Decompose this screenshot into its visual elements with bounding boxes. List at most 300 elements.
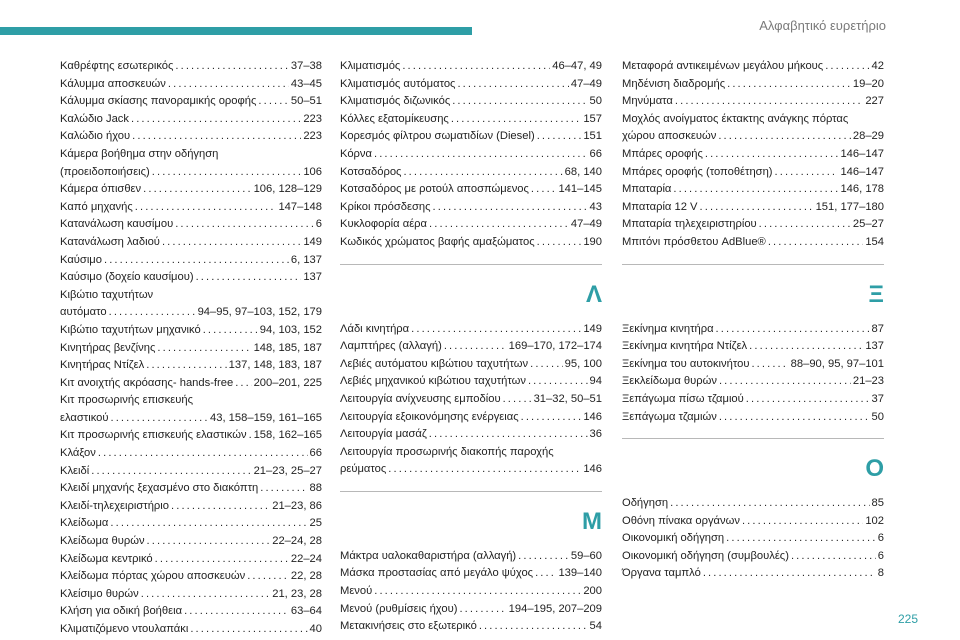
index-entry: [60, 515, 322, 533]
dot-leader: [530, 356, 563, 374]
section-header-mu: [340, 491, 602, 550]
index-entry-pages: 68, 140: [564, 165, 602, 178]
dot-leader: [521, 409, 582, 427]
dot-leader: [742, 513, 863, 531]
index-entry-pages: 223: [303, 130, 322, 143]
entries-mu-continued: [622, 58, 884, 252]
index-entry-label: Λάδι κινητήρα: [340, 322, 410, 335]
index-entry-label: Μπάρες οροφής: [622, 147, 703, 160]
dot-leader: [749, 338, 863, 356]
section-letter: Ξ: [868, 280, 884, 308]
index-entry: [340, 548, 602, 566]
index-entry: [60, 463, 322, 481]
index-entry: [622, 321, 884, 339]
index-entry: [340, 199, 602, 217]
index-entry: [622, 513, 884, 531]
index-entry-label: αυτόματο: [60, 306, 107, 319]
index-entry-pages: 22–24: [290, 552, 322, 565]
index-entry-pages: 94, 103, 152: [259, 323, 322, 336]
index-entry-label: Κλιματισμός διζωνικός: [340, 95, 451, 108]
index-column-2: [340, 58, 602, 636]
index-entry-label: Κυκλοφορία αέρα: [340, 218, 428, 231]
index-entry: [340, 128, 602, 146]
index-entry-pages: 54: [589, 620, 602, 633]
index-entry: [622, 391, 884, 409]
dot-leader: [171, 498, 270, 516]
index-entry-label: Ξεκλείδωμα θυρών: [622, 375, 717, 388]
index-entry-pages: 21–23: [852, 375, 884, 388]
index-entry-pages: 200–201, 225: [253, 376, 322, 389]
dot-leader: [429, 426, 588, 444]
index-entry: [60, 533, 322, 551]
index-entry: [60, 340, 322, 358]
index-entry-label: Κάλυμμα αποσκευών: [60, 77, 166, 90]
section-letter: Μ: [582, 507, 602, 535]
index-entry-pages: 146: [583, 463, 602, 476]
index-entry-pages: 146–147: [840, 147, 884, 160]
index-entry: [622, 373, 884, 391]
dot-leader: [479, 618, 588, 636]
dot-leader: [444, 338, 507, 356]
dot-leader: [247, 568, 289, 586]
index-entry-label: Μπάρες οροφής (τοποθέτηση): [622, 165, 773, 178]
index-entry-label: Κλειδί μηχανής ξεχασμένο στο διακόπτη: [60, 482, 259, 495]
index-entry: [340, 338, 602, 356]
index-entry-label: Κλιματισμός αυτόματος: [340, 77, 456, 90]
index-entry-pages: 106: [303, 165, 322, 178]
index-entry-label: Κλείδωμα κεντρικό: [60, 552, 153, 565]
index-entry-pages: 227: [865, 95, 884, 108]
dot-leader: [451, 111, 582, 129]
index-entry: [340, 321, 602, 339]
index-entry-pages: 190: [583, 235, 602, 248]
index-entry-heading: Μοχλός ανοίγματος έκτακτης ανάγκης πόρτας: [622, 112, 849, 125]
index-entry-label: Όργανα ταμπλό: [622, 567, 701, 580]
index-entry: [60, 621, 322, 639]
dot-leader: [751, 356, 788, 374]
index-entry-label: Κλιματιζόμενο ντουλαπάκι: [60, 623, 189, 635]
index-entry-label: χώρου αποσκευών: [622, 130, 717, 143]
index-entry-label: Ξεπάγωμα τζαμιών: [622, 410, 717, 423]
dot-leader: [91, 463, 251, 481]
dot-leader: [727, 76, 851, 94]
index-entry-label: Οθόνη πίνακα οργάνων: [622, 514, 740, 527]
index-entry: [60, 551, 322, 569]
index-entry-pages: 146–147: [840, 165, 884, 178]
index-entry-pages: 46–47, 49: [552, 60, 602, 72]
index-entry: [60, 93, 322, 111]
index-entry: [622, 128, 884, 146]
index-entry-label: Κατανάλωση καυσίμου: [60, 218, 174, 231]
dot-leader: [135, 199, 277, 217]
index-entry-pages: 43–45: [290, 77, 322, 90]
index-entry: [340, 76, 602, 94]
dot-leader: [825, 58, 869, 76]
index-entry-label: Κλειδί-τηλεχειριστήριο: [60, 499, 170, 512]
index-entry: [622, 216, 884, 234]
index-entry-pages: 146: [583, 410, 602, 423]
dot-leader: [168, 76, 289, 94]
index-entry: [340, 565, 602, 583]
index-entry-pages: 21, 23, 28: [272, 587, 322, 600]
index-entry: [340, 181, 602, 199]
index-entry: [622, 548, 884, 566]
dot-leader: [196, 269, 302, 287]
section-letter: Λ: [585, 280, 602, 308]
index-entry-pages: 25–27: [852, 218, 884, 231]
index-entry-label: Λαμπτήρες (αλλαγή): [340, 340, 442, 353]
index-entry-label: Καλώδιο ήχου: [60, 130, 131, 143]
index-entry-label: Ξεπάγωμα πίσω τζαμιού: [622, 392, 744, 405]
index-entry-pages: 87: [871, 322, 884, 335]
index-entry-label: Λειτουργία εξοικονόμησης ενέργειας: [340, 410, 519, 423]
index-entry: [60, 375, 322, 393]
dot-leader: [157, 340, 251, 358]
dot-leader: [260, 480, 307, 498]
index-entry: [60, 480, 322, 498]
index-entry-pages: 147–148: [278, 200, 322, 213]
index-entry: [622, 495, 884, 513]
index-entry-label: Οικονομική οδήγηση: [622, 532, 725, 545]
index-entry: [60, 58, 322, 76]
index-entry: [340, 601, 602, 619]
index-entry: [340, 583, 602, 601]
section-letter: Ο: [865, 455, 884, 483]
index-entry-label: Κλάξον: [60, 447, 96, 460]
index-entry: [340, 461, 602, 479]
index-entry: [622, 146, 884, 164]
index-entry: [622, 530, 884, 548]
entries-xi: [622, 321, 884, 427]
index-entry-pages: 28–29: [852, 130, 884, 143]
page-header-title: Αλφαβητικό ευρετήριο: [759, 18, 886, 33]
index-entry: [622, 58, 884, 76]
dot-leader: [104, 252, 289, 270]
index-entry: [340, 58, 602, 76]
dot-leader: [537, 128, 582, 146]
index-entry-label: Καύσιμο: [60, 253, 102, 266]
index-entry: [622, 356, 884, 374]
dot-leader: [537, 234, 582, 252]
index-entry-pages: 88–90, 95, 97–101: [790, 357, 884, 370]
dot-leader: [673, 181, 838, 199]
index-entry-pages: 8: [877, 567, 884, 580]
index-entry-pages: 36: [589, 428, 602, 441]
index-entry-pages: 106, 128–129: [253, 183, 322, 196]
index-entry: [340, 618, 602, 636]
index-entry-label: Κοτσαδόρος: [340, 165, 402, 178]
index-entry: [340, 216, 602, 234]
index-entry: [340, 409, 602, 427]
index-entry-pages: 149: [583, 322, 602, 335]
index-entry-heading: Κιβώτιο ταχυτήτων: [60, 288, 154, 301]
index-entry-label: Λεβιές μηχανικού κιβώτιου ταχυτήτων: [340, 375, 526, 388]
index-entry-pages: 42: [871, 60, 884, 72]
index-entry-pages: 141–145: [558, 183, 602, 196]
index-entry-pages: 158, 162–165: [253, 429, 322, 442]
entries-mu: [340, 548, 602, 636]
index-entry: [340, 164, 602, 182]
index-entry-pages: 139–140: [558, 567, 602, 580]
index-entry-pages: 146, 178: [840, 183, 884, 196]
index-entry-pages: 137: [303, 271, 322, 284]
index-entry: [60, 568, 322, 586]
index-entry: [60, 498, 322, 516]
dot-leader: [459, 601, 506, 619]
index-entry-label: Κωδικός χρώματος βαφής αμαξώματος: [340, 235, 535, 248]
index-entry-pages: 50: [871, 410, 884, 423]
index-entry-pages: 95, 100: [564, 357, 602, 370]
index-entry: [622, 93, 884, 111]
index-entry-heading: Κιτ προσωρινής επισκευής: [60, 394, 193, 407]
dot-leader: [759, 216, 851, 234]
index-entry-label: Κλήση για οδική βοήθεια: [60, 605, 183, 618]
index-entry-pages: 149: [303, 235, 322, 248]
index-entry-pages: 47–49: [570, 77, 602, 90]
index-entry-pages: 22, 28: [290, 570, 322, 583]
index-entry: [340, 111, 602, 129]
index-entry: [622, 409, 884, 427]
index-entry-label: Μεταφορά αντικειμένων μεγάλου μήκους: [622, 60, 824, 72]
index-entry-label: Κλείδωμα θυρών: [60, 535, 145, 548]
index-entry-label: Μάκτρα υαλοκαθαριστήρα (αλλαγή): [340, 549, 517, 562]
index-entry-pages: 50: [589, 95, 602, 108]
index-entry-pages: 102: [865, 514, 884, 527]
index-entry: [340, 146, 602, 164]
index-entry-pages: 66: [309, 447, 322, 460]
index-entry-pages: 6: [877, 532, 884, 545]
index-entry-label: Ξεκίνημα του αυτοκινήτου: [622, 357, 750, 370]
index-entry-label: Κάλυμμα σκίασης πανοραμικής οροφής: [60, 95, 257, 108]
index-column-3: [622, 58, 884, 583]
index-entry-pages: 137: [865, 340, 884, 353]
index-entry: [340, 234, 602, 252]
index-entry-pages: 47–49: [570, 218, 602, 231]
dot-leader: [175, 216, 314, 234]
dot-leader: [110, 515, 307, 533]
index-entry-label: Κορεσμός φίλτρου σωματιδίων (Diesel): [340, 130, 535, 143]
index-entry-label: Λειτουργία ανίχνευσης εμποδίου: [340, 392, 501, 405]
index-entry-pages: 94: [589, 375, 602, 388]
index-entry-label: Κατανάλωση λαδιού: [60, 235, 160, 248]
index-entry-label: Λειτουργία μασάζ: [340, 428, 427, 441]
index-entry: [60, 586, 322, 604]
index-entry: [622, 234, 884, 252]
index-entry-pages: 19–20: [852, 77, 884, 90]
dot-leader: [402, 58, 550, 76]
index-entry: [60, 445, 322, 463]
index-entry-label: Κάμερα όπισθεν: [60, 183, 142, 196]
index-entry: [622, 76, 884, 94]
index-entry-label: Κινητήρας Ντίζελ: [60, 359, 145, 372]
index-entry-label: Μενού: [340, 585, 373, 598]
dot-leader: [670, 495, 869, 513]
index-entry-pages: 59–60: [570, 549, 602, 562]
index-entry-label: Ξεκίνημα κινητήρα: [622, 322, 714, 335]
index-entry-pages: 40: [309, 623, 322, 635]
dot-leader: [429, 216, 569, 234]
index-entry-pages: 6: [315, 218, 322, 231]
dot-leader: [726, 530, 876, 548]
index-entry: [60, 427, 322, 445]
index-entry: [622, 199, 884, 217]
index-entry-pages: 194–195, 207–209: [508, 602, 602, 615]
dot-leader: [249, 427, 252, 445]
dot-leader: [132, 128, 301, 146]
index-entry-label: Μενού (ρυθμίσεις ήχου): [340, 602, 458, 615]
index-entry-label: Κοτσαδόρος με ροτούλ αποσπώμενος: [340, 183, 529, 196]
index-entry-pages: 6, 137: [290, 253, 322, 266]
index-entry-label: Κλιματισμός: [340, 60, 401, 72]
dot-leader: [703, 565, 876, 583]
index-entry-pages: 148, 185, 187: [253, 341, 322, 354]
index-entry-label: Καύσιμο (δοχείο καυσίμου): [60, 271, 194, 284]
index-entry: [60, 603, 322, 621]
index-entry-pages: 151, 177–180: [815, 200, 884, 213]
dot-leader: [716, 321, 870, 339]
dot-leader: [675, 93, 863, 111]
dot-leader: [147, 533, 271, 551]
index-entry: [60, 357, 322, 375]
index-entry-label: Κλειδί: [60, 464, 90, 477]
index-entry-pages: 25: [309, 517, 322, 530]
dot-leader: [528, 373, 588, 391]
index-entry: [622, 565, 884, 583]
index-entry-label: (προειδοποιήσεις): [60, 165, 150, 178]
index-entry: [340, 93, 602, 111]
index-entry-pages: 223: [303, 112, 322, 125]
dot-leader: [705, 146, 839, 164]
index-entry-pages: 37–38: [290, 60, 322, 72]
index-entry-pages: 151: [583, 130, 602, 143]
dot-leader: [190, 621, 307, 639]
index-entry-pages: 66: [589, 147, 602, 160]
index-entry: [60, 322, 322, 340]
entries-lambda: [340, 321, 602, 479]
index-entry-label: Καπό μηχανής: [60, 200, 133, 213]
dot-leader: [746, 391, 870, 409]
dot-leader: [700, 199, 814, 217]
index-entry: [60, 216, 322, 234]
index-entry-label: Κόλλες εξατομίκευσης: [340, 112, 449, 125]
index-entry-heading: Λειτουργία προσωρινής διακοπής παροχής: [340, 445, 554, 458]
index-entry-pages: 157: [583, 112, 602, 125]
dot-leader: [718, 128, 851, 146]
index-entry: [340, 356, 602, 374]
dot-leader: [791, 548, 876, 566]
index-entry: [60, 269, 322, 287]
index-entry: [340, 426, 602, 444]
index-entry-pages: 43, 158–159, 161–165: [210, 411, 322, 424]
index-entry-pages: 37: [871, 392, 884, 405]
index-entry: [622, 338, 884, 356]
index-entry-pages: 21–23, 86: [272, 499, 322, 512]
index-entry-pages: 94–95, 97–103, 152, 179: [197, 306, 322, 319]
dot-leader: [184, 603, 289, 621]
index-entry-label: Κιτ ανοιχτής ακρόασης- hands-free: [60, 376, 234, 389]
dot-leader: [143, 181, 251, 199]
index-entry: [60, 111, 322, 129]
dot-leader: [403, 164, 562, 182]
index-column-1: [60, 58, 322, 639]
dot-leader: [452, 93, 587, 111]
dot-leader: [388, 461, 581, 479]
index-entry-label: Οικονομική οδήγηση (συμβουλές): [622, 549, 789, 562]
dot-leader: [531, 181, 557, 199]
index-entry-pages: 85: [871, 497, 884, 510]
page-number: 225: [897, 612, 918, 626]
index-entry-label: Κόρνα: [340, 147, 372, 160]
dot-leader: [719, 409, 870, 427]
dot-leader: [768, 234, 864, 252]
index-entry: [60, 410, 322, 428]
index-entry-pages: 21–23, 25–27: [253, 464, 322, 477]
dot-leader: [374, 146, 588, 164]
index-entry-label: Μετακινήσεις στο εξωτερικό: [340, 620, 477, 633]
index-entry: [60, 181, 322, 199]
section-header-omicron: [622, 438, 884, 497]
dot-leader: [111, 410, 209, 428]
index-entry: [60, 128, 322, 146]
index-entry-pages: 169–170, 172–174: [508, 340, 602, 353]
index-entry-label: Καλώδιο Jack: [60, 112, 129, 125]
dot-leader: [109, 304, 196, 322]
index-entry-pages: 6: [877, 549, 884, 562]
dot-leader: [457, 76, 568, 94]
index-entry: [60, 252, 322, 270]
section-header-lambda: [340, 264, 602, 323]
dot-leader: [374, 583, 581, 601]
index-entry: [340, 391, 602, 409]
index-entry-label: Μπαταρία: [622, 183, 672, 196]
index-entry-label: ελαστικού: [60, 411, 109, 424]
dot-leader: [152, 164, 302, 182]
dot-leader: [141, 586, 271, 604]
index-entry-label: Κλείσιμο θυρών: [60, 587, 139, 600]
dot-leader: [433, 199, 588, 217]
index-entry-label: Καθρέφτης εσωτερικός: [60, 60, 174, 72]
index-entry-label: Λεβιές αυτόματου κιβώτιου ταχυτήτων: [340, 357, 529, 370]
dot-leader: [203, 322, 258, 340]
index-entry: [60, 76, 322, 94]
index-entry: [60, 164, 322, 182]
index-entry-label: Μπαταρία τηλεχειριστηρίου: [622, 218, 757, 231]
index-entry-label: Μηδένιση διαδρομής: [622, 77, 726, 90]
index-entry-pages: 88: [309, 482, 322, 495]
index-entry-label: Κινητήρας βενζίνης: [60, 341, 156, 354]
dot-leader: [258, 93, 288, 111]
dot-leader: [98, 445, 308, 463]
index-entry-label: Κρίκοι πρόσδεσης: [340, 200, 431, 213]
index-entry-label: Μηνύματα: [622, 95, 673, 108]
dot-leader: [155, 551, 289, 569]
index-entry-label: ρεύματος: [340, 463, 387, 476]
index-entry-label: Κλείδωμα πόρτας χώρου αποσκευών: [60, 570, 246, 583]
index-entry-label: Οδήγηση: [622, 497, 669, 510]
dot-leader: [518, 548, 569, 566]
dot-leader: [235, 375, 251, 393]
index-entry: [622, 181, 884, 199]
index-entry-pages: 200: [583, 585, 602, 598]
index-entry-pages: 63–64: [290, 605, 322, 618]
index-entry-pages: 154: [865, 235, 884, 248]
entries-omicron: [622, 495, 884, 583]
index-entry-label: Κιβώτιο ταχυτήτων μηχανικό: [60, 323, 201, 336]
index-entry: [60, 304, 322, 322]
index-entry: [60, 234, 322, 252]
index-entry-label: Κλείδωμα: [60, 517, 109, 530]
index-entry-pages: 137, 148, 183, 187: [228, 359, 322, 372]
